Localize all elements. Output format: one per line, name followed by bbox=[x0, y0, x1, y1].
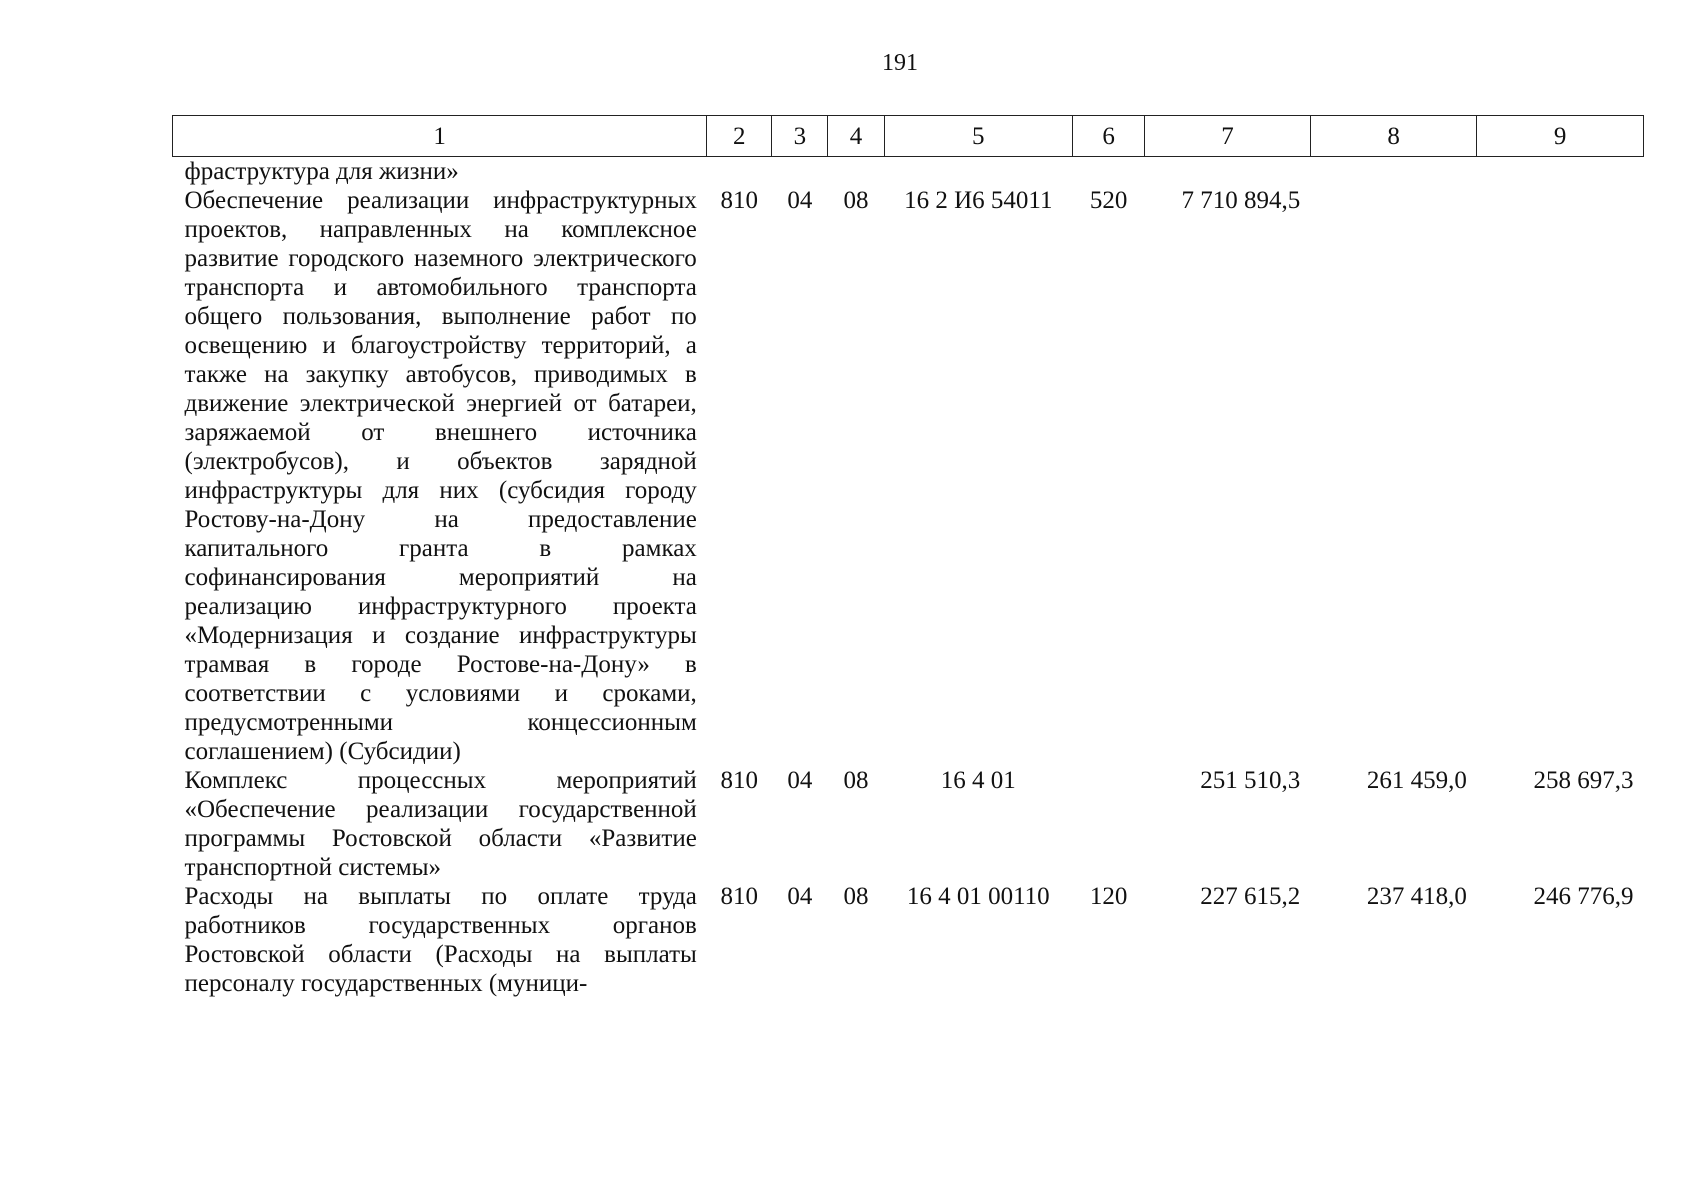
cell-col3: 04 bbox=[787, 767, 813, 794]
cell-col6: 520 bbox=[1089, 187, 1128, 214]
column-header: 8 bbox=[1310, 116, 1477, 157]
table-row bbox=[173, 882, 1644, 998]
cell-col6 bbox=[1072, 157, 1144, 187]
table-row bbox=[173, 157, 1644, 187]
cell-col9 bbox=[1477, 157, 1644, 187]
cell-col7: 7 710 894,5 bbox=[1181, 187, 1301, 214]
cell-col7: 227 615,2 bbox=[1200, 883, 1301, 910]
cell-col6: 120 bbox=[1089, 883, 1128, 910]
header-row bbox=[173, 116, 1644, 157]
budget-table bbox=[172, 115, 1644, 998]
cell-col4: 08 bbox=[843, 767, 869, 794]
cell-col8: 261 459,0 bbox=[1366, 767, 1467, 794]
cell-col2: 810 bbox=[720, 883, 758, 910]
cell-col3: 04 bbox=[787, 187, 813, 214]
cell-col5: 16 2 И6 54011 bbox=[904, 187, 1053, 214]
cell-col7: 251 510,3 bbox=[1200, 767, 1301, 794]
row-description: фраструктура для жизни» bbox=[184, 158, 459, 185]
table-row bbox=[173, 766, 1644, 882]
column-header: 7 bbox=[1145, 116, 1310, 157]
cell-col8 bbox=[1310, 157, 1477, 187]
cell-col7 bbox=[1145, 157, 1310, 187]
cell-col3: 04 bbox=[787, 883, 813, 910]
cell-col6 bbox=[1072, 766, 1144, 882]
column-header: 5 bbox=[884, 116, 1072, 157]
cell-col2 bbox=[707, 157, 772, 187]
cell-col2: 810 bbox=[720, 767, 758, 794]
cell-col9: 246 776,9 bbox=[1533, 883, 1634, 910]
cell-col4 bbox=[828, 157, 884, 187]
column-header: 2 bbox=[707, 116, 772, 157]
cell-col5: 16 4 01 bbox=[940, 767, 1016, 794]
column-header: 9 bbox=[1477, 116, 1644, 157]
row-description: Обеспечение реализации инфраструктурных проектов, направленных на комплексное развитие городского наземного электрического транспорта и автомобильного транспорта общего пользования, выполнение работ по освещению и благоустройству территорий, а также на закупку автобусов, приводимых в движение электрической энергией от батареи, заряжаемой от внешнего источника (электробусов), и объектов зарядной инфраструктуры для них (субсидия городу Ростову-на-Дону на предоставление капитального гранта в рамках софинансирования мероприятий на реализацию инфраструктурного проекта «Модернизация и создание инфраструктуры трамвая в городе Ростове-на-Дону» в соответствии с условиями и сроками, предусмотренными концессионным соглашением) (Субсидии) bbox=[184, 187, 697, 765]
row-description: Комплекс процессных мероприятий «Обеспечение реализации государственной программы Ростовской области «Развитие транспортной системы» bbox=[184, 767, 697, 881]
column-header: 4 bbox=[828, 116, 884, 157]
cell-col3 bbox=[772, 157, 828, 187]
cell-col4: 08 bbox=[843, 883, 869, 910]
column-header: 3 bbox=[772, 116, 828, 157]
cell-col8: 237 418,0 bbox=[1366, 883, 1467, 910]
page-number: 191 bbox=[882, 50, 918, 76]
cell-col4: 08 bbox=[843, 187, 869, 214]
cell-col5 bbox=[884, 157, 1072, 187]
column-header: 1 bbox=[173, 116, 707, 157]
cell-col5: 16 4 01 00110 bbox=[906, 883, 1050, 910]
cell-col9: 258 697,3 bbox=[1533, 767, 1634, 794]
column-header: 6 bbox=[1072, 116, 1144, 157]
cell-col8 bbox=[1310, 186, 1477, 766]
table-row bbox=[173, 186, 1644, 766]
cell-col9 bbox=[1477, 186, 1644, 766]
cell-col2: 810 bbox=[720, 187, 758, 214]
row-description: Расходы на выплаты по оплате труда работников государственных органов Ростовской области (Расходы на выплаты персоналу государственных (муници- bbox=[184, 883, 697, 997]
